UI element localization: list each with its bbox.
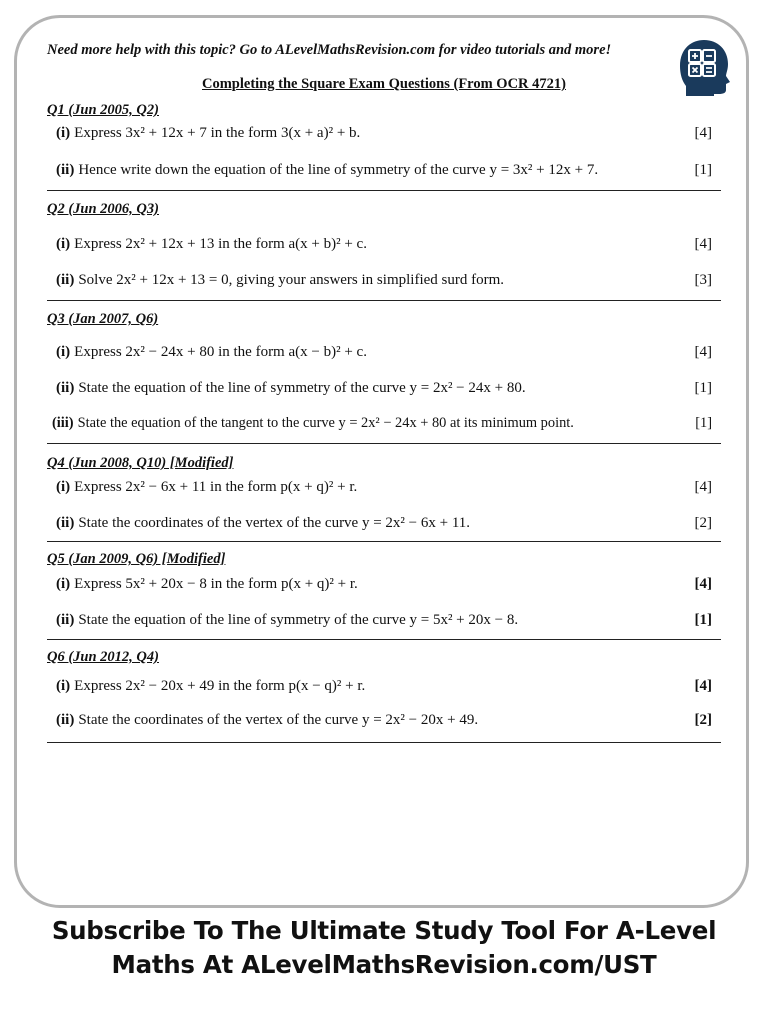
part-text: State the equation of the line of symmetry of the curve y = 2x² − 24x + 80. [78, 380, 526, 396]
part-label: (ii) [56, 712, 75, 728]
part-text: Express 2x² − 24x + 80 in the form a(x − b)² + c. [74, 344, 367, 360]
question-1-heading: Q1 (Jun 2005, Q2) [47, 102, 159, 118]
part-text: State the equation of the line of symmetry of the curve y = 5x² + 20x − 8. [78, 612, 519, 628]
part-text: Express 2x² − 20x + 49 in the form p(x − q)² + r. [74, 678, 366, 694]
divider [47, 443, 721, 444]
part-text: State the equation of the tangent to the curve y = 2x² − 24x + 80 at its minimum point. [77, 415, 574, 431]
divider [47, 639, 721, 640]
part-marks: [4] [694, 125, 712, 141]
part-marks: [1] [695, 415, 712, 431]
question-4-part-i [56, 479, 718, 499]
part-marks: [3] [694, 272, 712, 288]
part-marks: [4] [694, 678, 712, 694]
divider [47, 742, 721, 743]
divider [47, 300, 721, 301]
part-label: (ii) [56, 380, 75, 396]
subscribe-banner [0, 914, 768, 982]
part-label: (i) [56, 236, 71, 252]
part-label: (ii) [56, 612, 75, 628]
part-label: (i) [56, 479, 71, 495]
part-text: State the coordinates of the vertex of the curve y = 2x² − 20x + 49. [78, 712, 479, 728]
divider [47, 190, 721, 191]
question-1-part-i [56, 125, 718, 145]
subscribe-line-2: Maths At ALevelMathsRevision.com/UST [111, 950, 657, 979]
subscribe-line-1: Subscribe To The Ultimate Study Tool For A-Level [51, 916, 717, 945]
part-label: (ii) [56, 272, 75, 288]
part-marks: [4] [694, 576, 712, 592]
part-text: Express 5x² + 20x − 8 in the form p(x + q)² + r. [74, 576, 358, 592]
question-3-heading: Q3 (Jan 2007, Q6) [47, 311, 159, 327]
question-1-part-ii [56, 162, 718, 182]
part-marks: [4] [694, 236, 712, 252]
part-label: (ii) [56, 162, 75, 178]
question-3-part-ii [56, 380, 718, 400]
part-text: State the coordinates of the vertex of the curve y = 2x² − 6x + 11. [78, 515, 471, 531]
part-text: Solve 2x² + 12x + 13 = 0, giving your answers in simplified surd form. [78, 272, 505, 288]
divider [47, 541, 721, 542]
question-4-part-ii [56, 515, 718, 535]
part-marks: [1] [694, 162, 712, 178]
part-text: Express 2x² + 12x + 13 in the form a(x + b)² + c. [74, 236, 367, 252]
question-3-part-iii [52, 415, 718, 435]
part-marks: [2] [694, 515, 712, 531]
part-text: Hence write down the equation of the line of symmetry of the curve y = 3x² + 12x + 7. [78, 162, 599, 178]
part-marks: [2] [694, 712, 712, 728]
part-label: (ii) [56, 515, 75, 531]
part-label: (i) [56, 125, 71, 141]
question-5-part-ii [56, 612, 718, 632]
part-text: Express 3x² + 12x + 7 in the form 3(x + a)² + b. [74, 125, 361, 141]
question-5-heading: Q5 (Jan 2009, Q6) [Modified] [47, 551, 226, 567]
question-6-part-ii [56, 712, 718, 732]
question-2-part-i [56, 236, 718, 256]
question-6-part-i [56, 678, 718, 698]
part-label: (i) [56, 576, 71, 592]
question-2-heading: Q2 (Jun 2006, Q3) [47, 201, 159, 217]
part-label: (i) [56, 344, 71, 360]
part-marks: [1] [694, 612, 712, 628]
part-text: Express 2x² − 6x + 11 in the form p(x + q)² + r. [74, 479, 358, 495]
part-marks: [4] [694, 479, 712, 495]
help-text: Need more help with this topic? Go to ALevelMathsRevision.com for video tutorials and more! [47, 42, 612, 58]
part-label: (i) [56, 678, 71, 694]
question-6-heading: Q6 (Jun 2012, Q4) [47, 649, 159, 665]
question-2-part-ii [56, 272, 718, 292]
worksheet-title: Completing the Square Exam Questions (From OCR 4721) [202, 76, 566, 92]
question-5-part-i [56, 576, 718, 596]
question-3-part-i [56, 344, 718, 364]
part-label: (iii) [52, 415, 74, 431]
part-marks: [1] [694, 380, 712, 396]
part-marks: [4] [694, 344, 712, 360]
question-4-heading: Q4 (Jun 2008, Q10) [Modified] [47, 455, 234, 471]
